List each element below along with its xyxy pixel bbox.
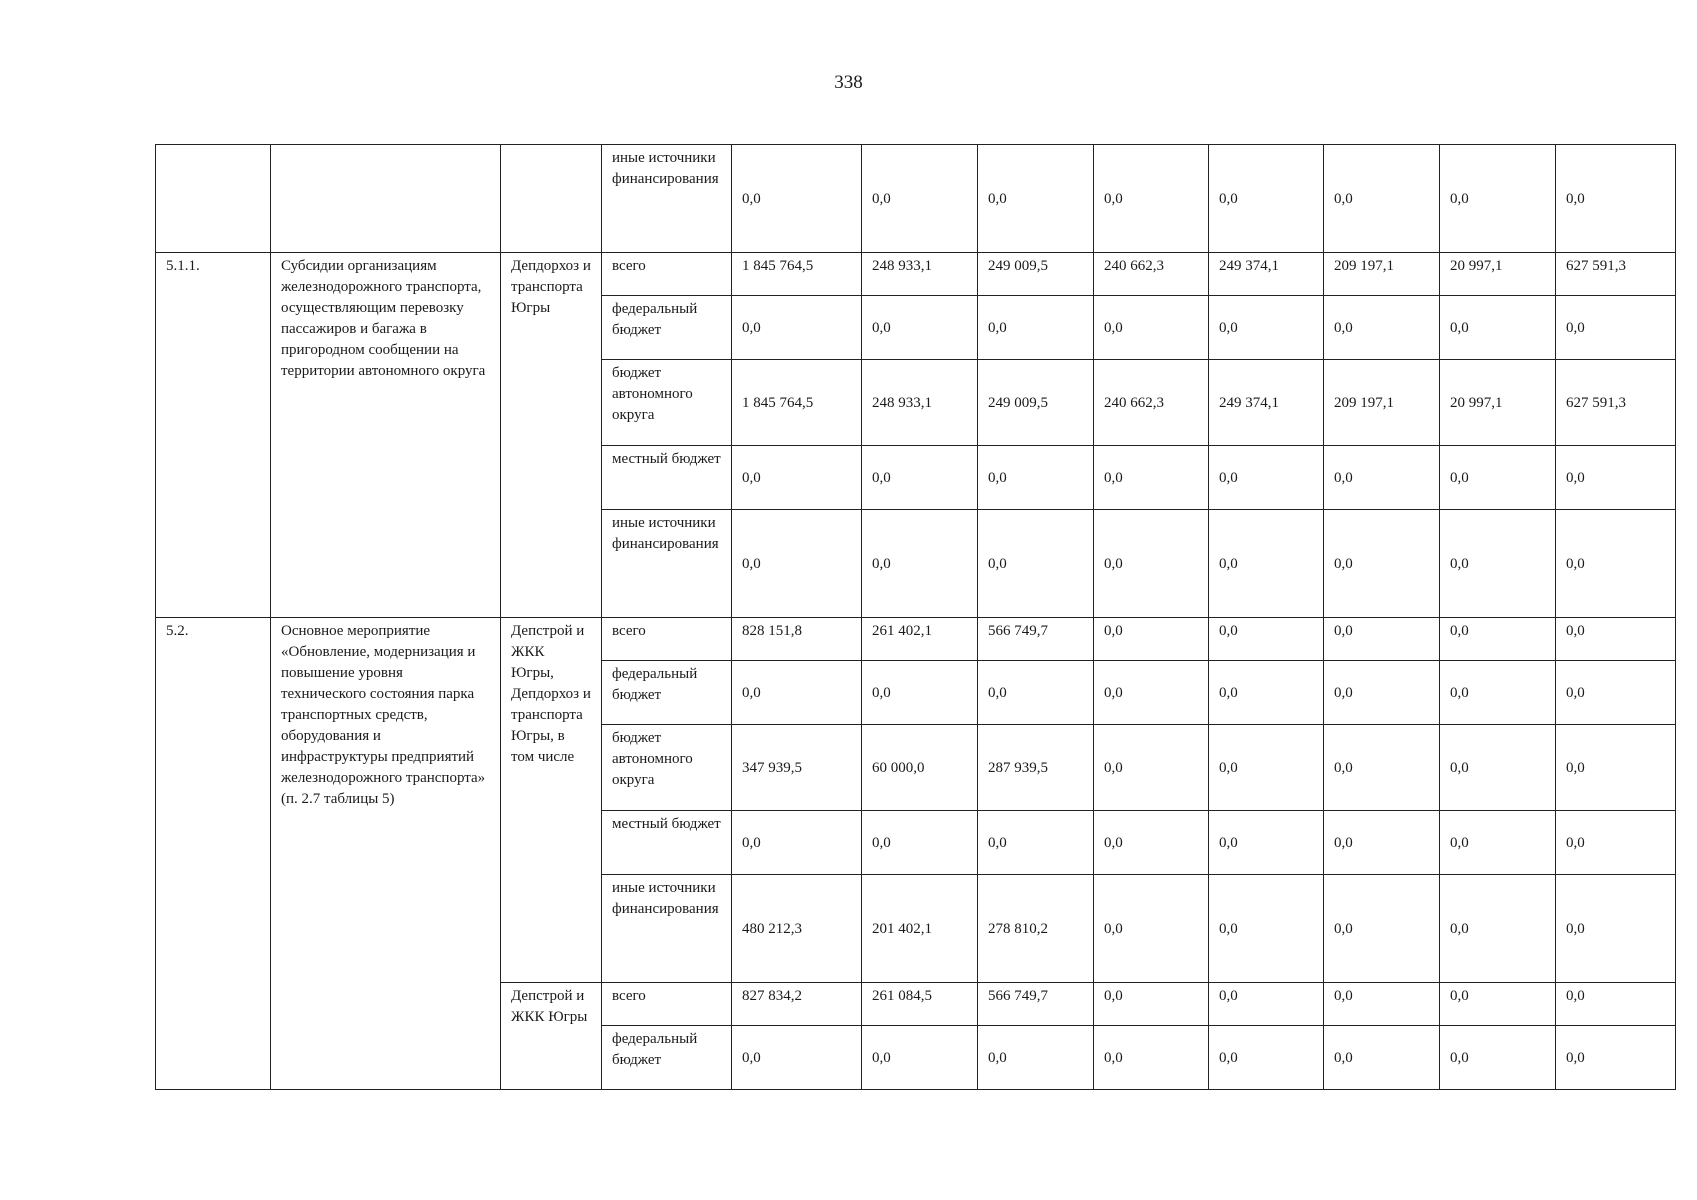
value-cell: 0,0: [1440, 446, 1556, 510]
value-cell: 0,0: [1209, 1026, 1324, 1090]
value-cell: 209 197,1: [1324, 253, 1440, 296]
value-cell: 0,0: [1324, 983, 1440, 1026]
value-cell: 0,0: [1324, 1026, 1440, 1090]
executor-cell: Депстрой и ЖКК Югры: [501, 983, 602, 1090]
value-cell: 0,0: [1094, 875, 1209, 983]
value-cell: 0,0: [1324, 811, 1440, 875]
value-cell: 0,0: [732, 1026, 862, 1090]
value-cell: 0,0: [1556, 983, 1676, 1026]
source-cell: бюджет автономного округа: [602, 360, 732, 446]
value-cell: 0,0: [1440, 661, 1556, 725]
value-cell: 0,0: [1556, 446, 1676, 510]
value-cell: 347 939,5: [732, 725, 862, 811]
value-cell: 0,0: [978, 510, 1094, 618]
value-cell: 0,0: [1209, 510, 1324, 618]
value-cell: 209 197,1: [1324, 360, 1440, 446]
value-cell: 0,0: [732, 145, 862, 253]
value-cell: 0,0: [1556, 811, 1676, 875]
source-cell: федеральный бюджет: [602, 661, 732, 725]
value-cell: 1 845 764,5: [732, 253, 862, 296]
value-cell: 0,0: [1094, 618, 1209, 661]
source-cell: всего: [602, 618, 732, 661]
value-cell: 0,0: [1440, 510, 1556, 618]
value-cell: 0,0: [978, 661, 1094, 725]
value-cell: 0,0: [732, 811, 862, 875]
value-cell: 627 591,3: [1556, 360, 1676, 446]
value-cell: 0,0: [862, 446, 978, 510]
value-cell: 0,0: [1094, 983, 1209, 1026]
value-cell: 249 009,5: [978, 253, 1094, 296]
value-cell: 566 749,7: [978, 983, 1094, 1026]
name-cell: [271, 145, 501, 253]
code-cell: 5.1.1.: [156, 253, 271, 618]
executor-cell: Депдорхоз и транспорта Югры: [501, 253, 602, 618]
value-cell: 0,0: [1209, 811, 1324, 875]
value-cell: 0,0: [732, 510, 862, 618]
table-body: [156, 145, 1676, 1090]
name-cell: Основное мероприятие «Обновление, модернизация и повышение уровня технического состояния парка транспортных средств, оборудования и инфраструктуры предприятий железнодорожного транспорта» (п. 2.7 таблицы 5): [271, 618, 501, 1090]
value-cell: 0,0: [1094, 145, 1209, 253]
value-cell: 0,0: [1209, 145, 1324, 253]
value-cell: 248 933,1: [862, 253, 978, 296]
value-cell: 0,0: [1556, 661, 1676, 725]
value-cell: 828 151,8: [732, 618, 862, 661]
value-cell: 0,0: [862, 510, 978, 618]
value-cell: 0,0: [862, 661, 978, 725]
value-cell: 0,0: [1094, 725, 1209, 811]
value-cell: 0,0: [1324, 510, 1440, 618]
value-cell: 287 939,5: [978, 725, 1094, 811]
value-cell: 0,0: [1440, 618, 1556, 661]
source-cell: иные источники финансирования: [602, 510, 732, 618]
source-cell: всего: [602, 253, 732, 296]
code-cell: 5.2.: [156, 618, 271, 1090]
value-cell: 0,0: [1094, 811, 1209, 875]
value-cell: 0,0: [1209, 618, 1324, 661]
executor-cell: Депстрой и ЖКК Югры, Депдорхоз и транспорта Югры, в том числе: [501, 618, 602, 983]
source-cell: бюджет автономного округа: [602, 725, 732, 811]
value-cell: 0,0: [1094, 661, 1209, 725]
value-cell: 0,0: [1094, 296, 1209, 360]
value-cell: 240 662,3: [1094, 253, 1209, 296]
page-number: 338: [834, 72, 863, 93]
value-cell: 627 591,3: [1556, 253, 1676, 296]
value-cell: 0,0: [1556, 1026, 1676, 1090]
value-cell: 261 084,5: [862, 983, 978, 1026]
value-cell: 248 933,1: [862, 360, 978, 446]
value-cell: 0,0: [1094, 446, 1209, 510]
value-cell: 480 212,3: [732, 875, 862, 983]
value-cell: 249 374,1: [1209, 253, 1324, 296]
value-cell: 0,0: [1209, 875, 1324, 983]
value-cell: 0,0: [978, 446, 1094, 510]
value-cell: 0,0: [1440, 725, 1556, 811]
value-cell: 0,0: [862, 296, 978, 360]
value-cell: 0,0: [862, 1026, 978, 1090]
value-cell: 566 749,7: [978, 618, 1094, 661]
value-cell: 240 662,3: [1094, 360, 1209, 446]
source-cell: всего: [602, 983, 732, 1026]
value-cell: 0,0: [1209, 296, 1324, 360]
value-cell: 0,0: [1440, 1026, 1556, 1090]
value-cell: 0,0: [732, 296, 862, 360]
value-cell: 0,0: [732, 446, 862, 510]
value-cell: 0,0: [1556, 296, 1676, 360]
source-cell: местный бюджет: [602, 811, 732, 875]
value-cell: 261 402,1: [862, 618, 978, 661]
value-cell: 0,0: [1440, 875, 1556, 983]
table-row: [156, 145, 1676, 253]
source-cell: иные источники финансирования: [602, 875, 732, 983]
table-row: [156, 618, 1676, 661]
value-cell: 0,0: [1209, 983, 1324, 1026]
value-cell: 0,0: [1324, 725, 1440, 811]
value-cell: 0,0: [1556, 725, 1676, 811]
financing-table: [155, 144, 1676, 1090]
source-cell: местный бюджет: [602, 446, 732, 510]
value-cell: 60 000,0: [862, 725, 978, 811]
source-cell: федеральный бюджет: [602, 296, 732, 360]
value-cell: 278 810,2: [978, 875, 1094, 983]
value-cell: 0,0: [1094, 510, 1209, 618]
value-cell: 0,0: [978, 811, 1094, 875]
value-cell: 0,0: [1324, 145, 1440, 253]
value-cell: 0,0: [1324, 296, 1440, 360]
value-cell: 0,0: [1556, 875, 1676, 983]
value-cell: 0,0: [978, 145, 1094, 253]
value-cell: 1 845 764,5: [732, 360, 862, 446]
name-cell: Субсидии организациям железнодорожного транспорта, осуществляющим перевозку пассажиров и багажа в пригородном сообщении на территории автономного округа: [271, 253, 501, 618]
value-cell: 249 374,1: [1209, 360, 1324, 446]
value-cell: 0,0: [1556, 145, 1676, 253]
value-cell: 0,0: [862, 811, 978, 875]
value-cell: 20 997,1: [1440, 360, 1556, 446]
value-cell: 249 009,5: [978, 360, 1094, 446]
value-cell: 0,0: [1440, 145, 1556, 253]
executor-cell: [501, 145, 602, 253]
source-cell: иные источники финансирования: [602, 145, 732, 253]
value-cell: 0,0: [1209, 446, 1324, 510]
value-cell: 0,0: [1440, 983, 1556, 1026]
value-cell: 0,0: [1209, 725, 1324, 811]
value-cell: 0,0: [1324, 618, 1440, 661]
value-cell: 20 997,1: [1440, 253, 1556, 296]
value-cell: 0,0: [862, 145, 978, 253]
value-cell: 201 402,1: [862, 875, 978, 983]
value-cell: 0,0: [978, 296, 1094, 360]
source-cell: федеральный бюджет: [602, 1026, 732, 1090]
value-cell: 0,0: [1094, 1026, 1209, 1090]
value-cell: 0,0: [1209, 661, 1324, 725]
value-cell: 0,0: [1556, 618, 1676, 661]
value-cell: 0,0: [978, 1026, 1094, 1090]
value-cell: 827 834,2: [732, 983, 862, 1026]
value-cell: 0,0: [732, 661, 862, 725]
value-cell: 0,0: [1440, 296, 1556, 360]
table-row: [156, 253, 1676, 296]
code-cell: [156, 145, 271, 253]
value-cell: 0,0: [1324, 446, 1440, 510]
value-cell: 0,0: [1324, 661, 1440, 725]
value-cell: 0,0: [1324, 875, 1440, 983]
value-cell: 0,0: [1440, 811, 1556, 875]
value-cell: 0,0: [1556, 510, 1676, 618]
